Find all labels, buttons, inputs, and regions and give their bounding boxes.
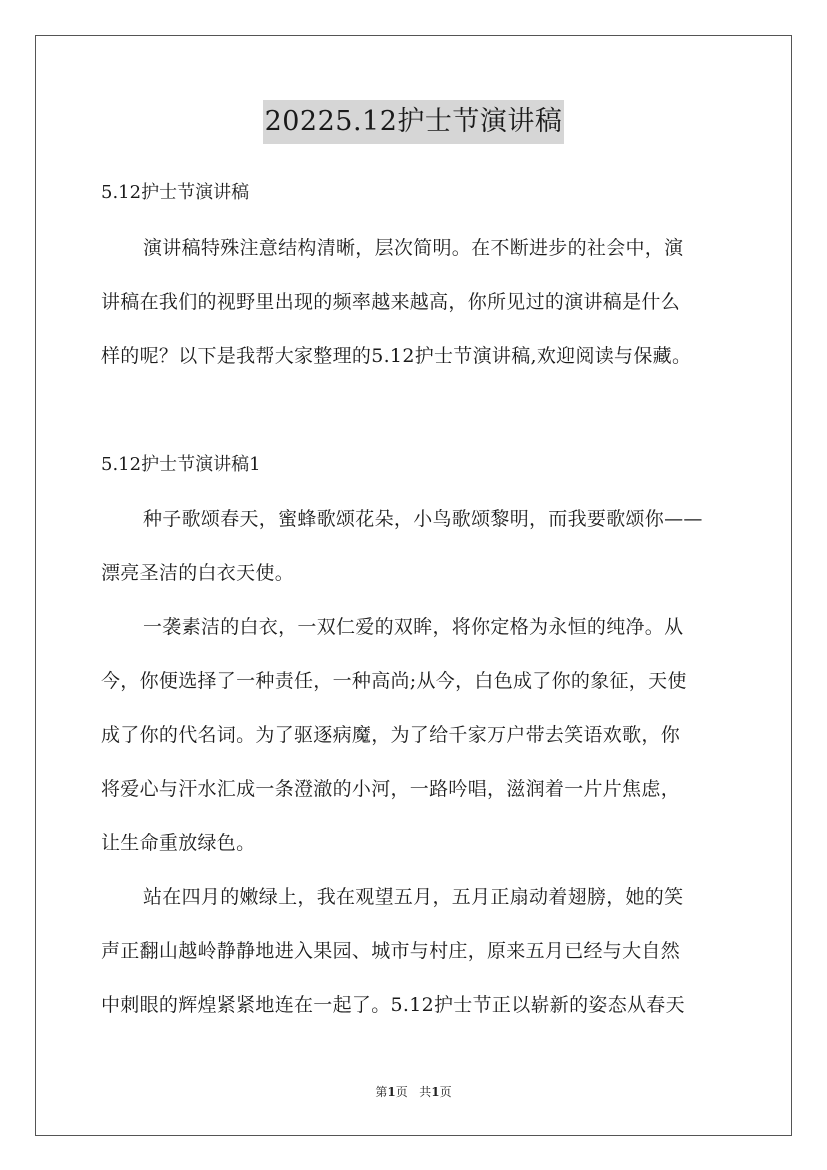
section-paragraph — [101, 600, 727, 870]
paragraph-line: 声正翻山越岭静静地进入果园、城市与村庄，原来五月已经与大自然 — [101, 940, 681, 962]
footer-page-number: 1 — [387, 1085, 396, 1099]
section-paragraph — [101, 492, 727, 600]
paragraph-line: 让生命重放绿色。 — [101, 832, 256, 854]
page-footer — [0, 1084, 827, 1100]
paragraph-line: 将爱心与汗水汇成一条澄澈的小河，一路吟唱，滋润着一片片焦虑， — [101, 778, 681, 800]
paragraph-line: 站在四月的嫩绿上，我在观望五月，五月正扇动着翅膀，她的笑 — [143, 886, 684, 908]
document-title-block — [0, 100, 827, 144]
paragraph-line: 种子歌颂春天，蜜蜂歌颂花朵，小鸟歌颂黎明，而我要歌颂你—— — [143, 508, 703, 530]
paragraph-line: 漂亮圣洁的白衣天使。 — [101, 562, 295, 584]
footer-page-prefix: 第 — [375, 1085, 388, 1099]
paragraph-line: 今，你便选择了一种责任，一种高尚;从今，白色成了你的象征，天使 — [101, 670, 687, 692]
intro-paragraph — [101, 221, 727, 383]
paragraph-line: 演讲稿特殊注意结构清晰，层次简明。在不断进步的社会中，演 — [143, 237, 684, 259]
footer-page-suffix: 页 — [395, 1085, 408, 1099]
footer-total-suffix: 页 — [439, 1085, 452, 1099]
paragraph-line: 中刺眼的辉煌紧紧地连在一起了。5.12护士节正以崭新的姿态从春天 — [101, 994, 685, 1016]
paragraph-line: 样的呢？以下是我帮大家整理的5.12护士节演讲稿,欢迎阅读与保藏。 — [101, 345, 692, 367]
footer-total-number: 1 — [431, 1085, 440, 1099]
document-title: 20225.12护士节演讲稿 — [263, 100, 565, 144]
paragraph-line: 一袭素洁的白衣，一双仁爱的双眸，将你定格为永恒的纯净。从 — [143, 616, 684, 638]
section-paragraph — [101, 870, 727, 1032]
paragraph-line: 讲稿在我们的视野里出现的频率越来越高，你所见过的演讲稿是什么 — [101, 291, 681, 313]
paragraph-line: 成了你的代名词。为了驱逐病魔，为了给千家万户带去笑语欢歌，你 — [101, 724, 681, 746]
section-heading: 5.12护士节演讲稿1 — [101, 454, 261, 475]
footer-total-prefix: 共 — [419, 1085, 432, 1099]
intro-heading: 5.12护士节演讲稿 — [101, 182, 250, 203]
